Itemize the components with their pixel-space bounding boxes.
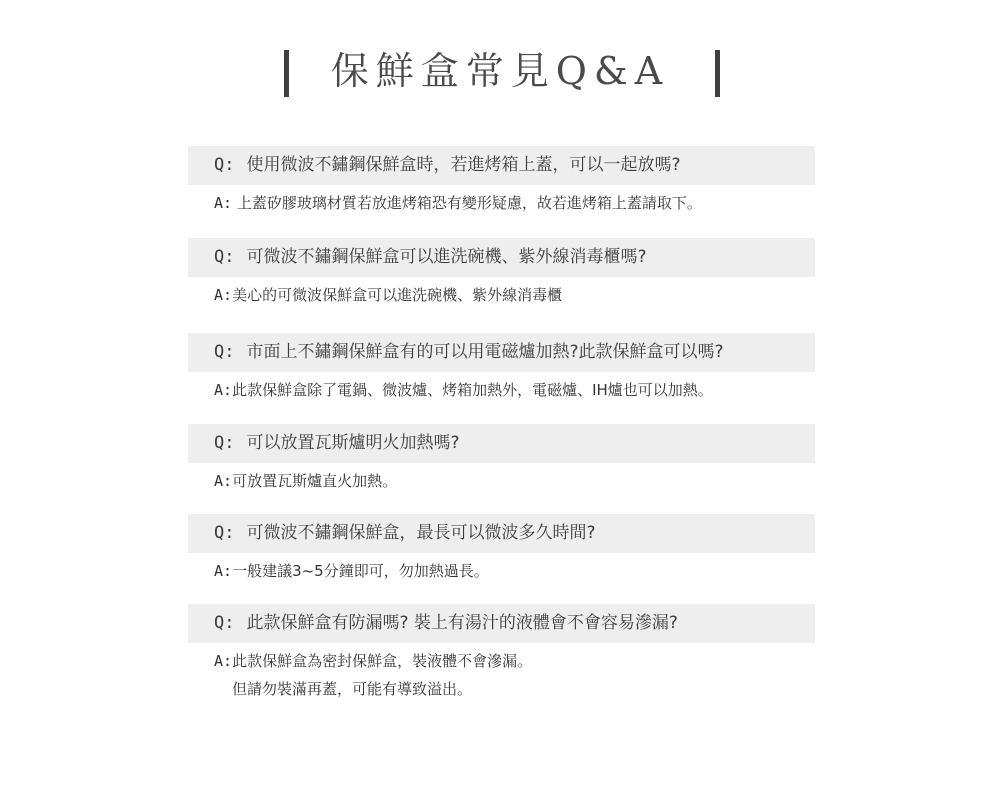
answer-text: 可放置瓦斯爐直火加熱。 <box>232 472 398 490</box>
question-text: 可微波不鏽鋼保鮮盒可以進洗碗機、紫外線消毒櫃嗎? <box>246 247 647 267</box>
faq-question <box>188 333 815 372</box>
answer-prefix: A: <box>214 381 233 399</box>
question-prefix: Q: <box>214 523 235 543</box>
faq-item <box>188 424 815 495</box>
page-header <box>0 40 1000 102</box>
answer-prefix: A: <box>214 562 233 580</box>
question-prefix: Q: <box>214 155 235 175</box>
faq-item <box>188 514 815 585</box>
faq-list <box>188 146 815 703</box>
faq-question <box>188 146 815 185</box>
faq-answer <box>188 553 815 585</box>
faq-question <box>188 238 815 277</box>
answer-prefix: A: <box>214 472 233 490</box>
faq-question <box>188 514 815 553</box>
question-text: 可以放置瓦斯爐明火加熱嗎? <box>246 433 460 453</box>
faq-item <box>188 238 815 309</box>
answer-text: 一般建議3~5分鐘即可，勿加熱過長。 <box>232 562 489 580</box>
question-text: 可微波不鏽鋼保鮮盒，最長可以微波多久時間? <box>246 523 596 543</box>
question-prefix: Q: <box>214 247 235 267</box>
question-text: 此款保鮮盒有防漏嗎? 裝上有湯汁的液體會不會容易滲漏? <box>246 613 678 633</box>
title-left-bar <box>284 50 289 97</box>
faq-answer <box>188 277 815 309</box>
answer-text: 此款保鮮盒除了電鍋、微波爐、烤箱加熱外，電磁爐、IH爐也可以加熱。 <box>232 381 713 399</box>
page-title: 保鮮盒常見Q&A <box>330 49 670 93</box>
question-prefix: Q: <box>214 342 235 362</box>
faq-item <box>188 333 815 404</box>
answer-prefix: A: <box>214 194 233 212</box>
faq-answer <box>188 643 815 703</box>
question-prefix: Q: <box>214 433 235 453</box>
answer-text: 上蓋矽膠玻璃材質若放進烤箱恐有變形疑慮，故若進烤箱上蓋請取下。 <box>236 194 702 212</box>
answer-prefix: A: <box>214 286 233 304</box>
faq-question <box>188 424 815 463</box>
faq-item <box>188 146 815 217</box>
answer-prefix: A: <box>214 652 233 670</box>
title-right-bar <box>715 50 720 97</box>
answer-line <box>214 647 815 675</box>
answer-line <box>214 675 815 703</box>
answer-text: 美心的可微波保鮮盒可以進洗碗機、紫外線消毒櫃 <box>232 286 563 304</box>
faq-item <box>188 604 815 703</box>
answer-text: 此款保鮮盒為密封保鮮盒，裝液體不會滲漏。 <box>232 652 533 670</box>
faq-question <box>188 604 815 643</box>
faq-answer <box>188 185 815 217</box>
answer-text: 但請勿裝滿再蓋，可能有導致溢出。 <box>232 680 473 698</box>
question-prefix: Q: <box>214 613 235 633</box>
question-text: 市面上不鏽鋼保鮮盒有的可以用電磁爐加熱?此款保鮮盒可以嗎? <box>246 342 724 362</box>
faq-answer <box>188 372 815 404</box>
faq-answer <box>188 463 815 495</box>
question-text: 使用微波不鏽鋼保鮮盒時，若進烤箱上蓋，可以一起放嗎? <box>246 155 681 175</box>
